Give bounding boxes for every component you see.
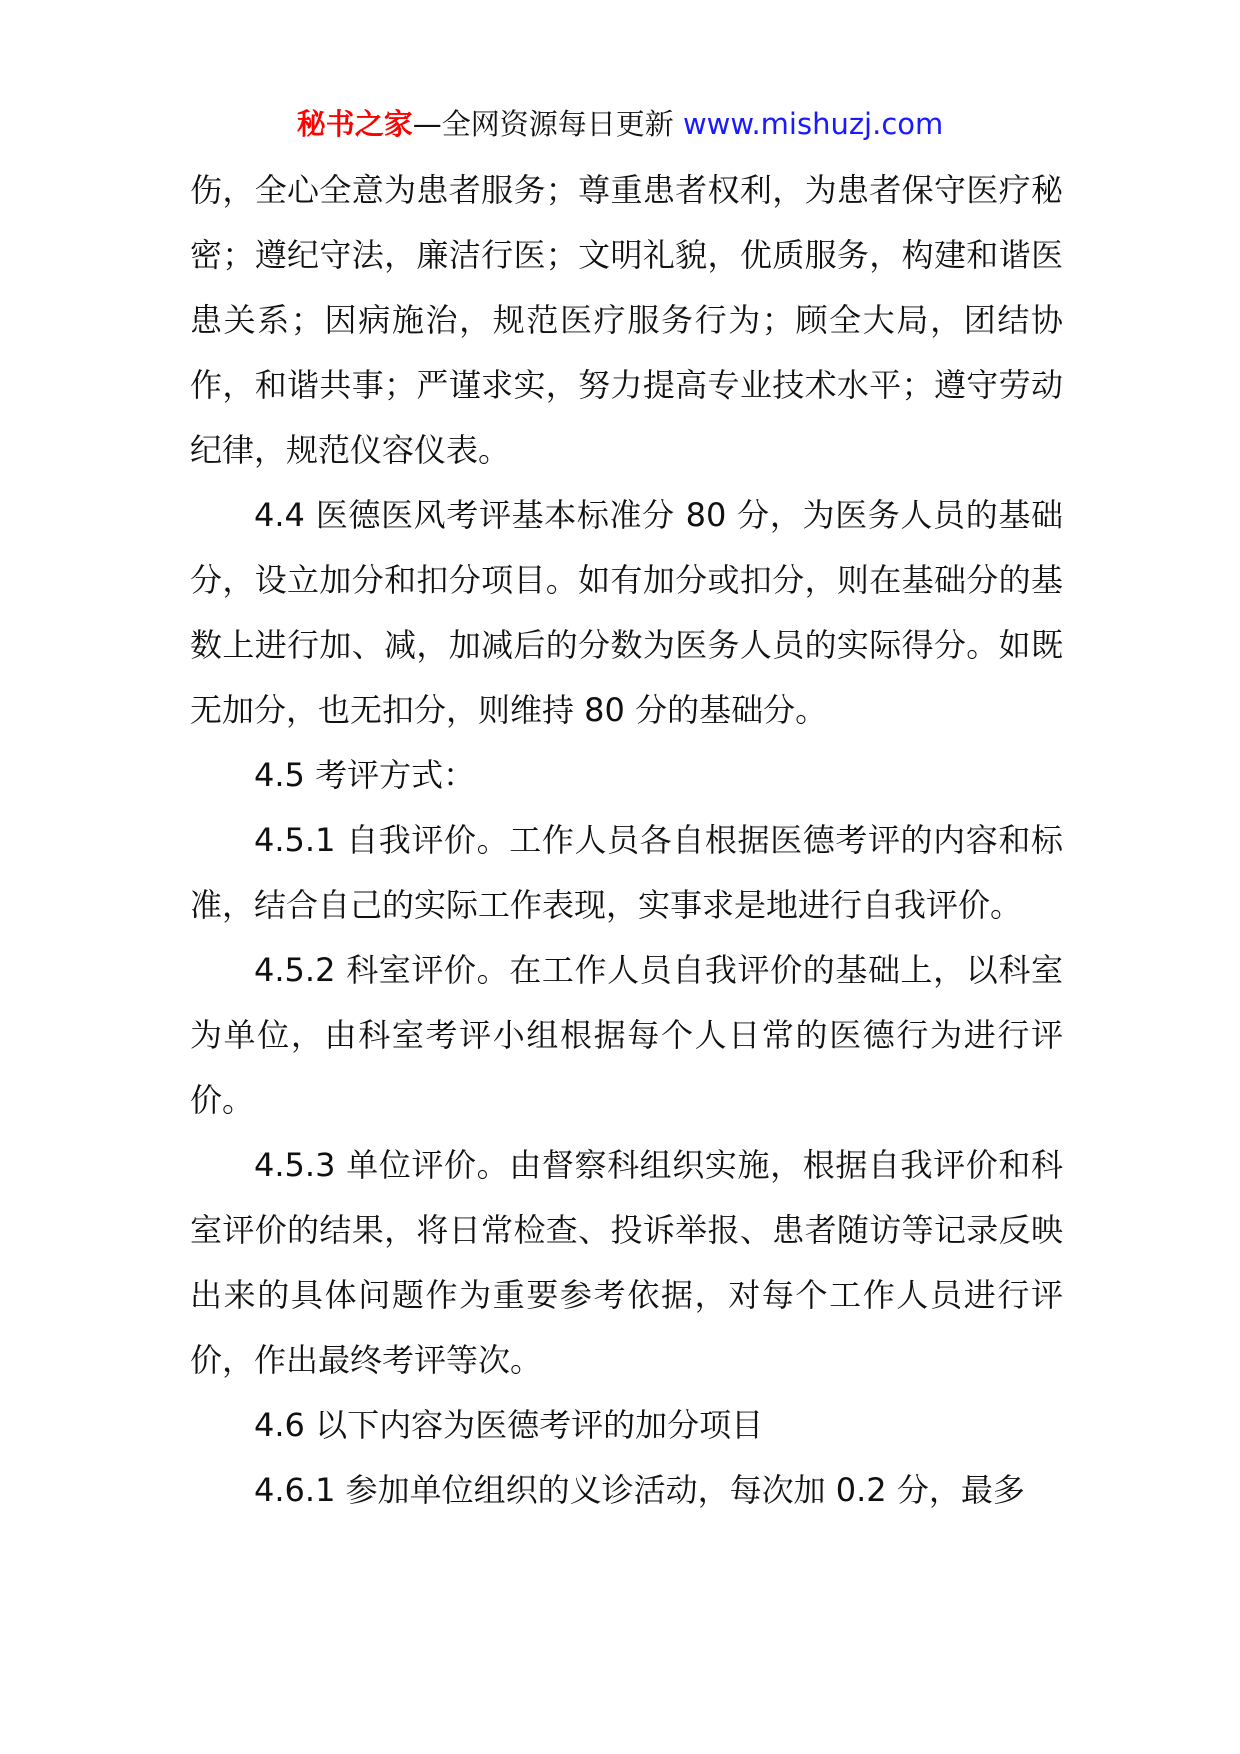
paragraph-4-5-2: 4.5.2 科室评价。在工作人员自我评价的基础上，以科室为单位，由科室考评小组根据每个人日常的医德行为进行评价。 [190,951,1063,1119]
site-url-link[interactable]: www.mishuzj.com [682,107,944,141]
page-header [0,104,1240,144]
paragraph-4-6-1: 4.6.1 参加单位组织的义诊活动，每次加 0.2 分，最多 [254,1471,1025,1509]
brand-name: 秘书之家 [296,107,413,141]
paragraph-4-5: 4.5 考评方式： [254,756,476,794]
paragraph-4-5-3: 4.5.3 单位评价。由督察科组织实施，根据自我评价和科室评价的结果，将日常检查、投诉举报、患者随访等记录反映出来的具体问题作为重要参考依据，对每个工作人员进行评价，作出最终考评等次。 [190,1146,1063,1379]
paragraph-4-6: 4.6 以下内容为医德考评的加分项目 [254,1406,764,1444]
paragraph-continuation: 伤，全心全意为患者服务；尊重患者权利，为患者保守医疗秘密；遵纪守法，廉洁行医；文明礼貌，优质服务，构建和谐医患关系；因病施治，规范医疗服务行为；顾全大局，团结协作，和谐共事；严谨求实，努力提高专业技术水平；遵守劳动纪律，规范仪容仪表。 [190,171,1063,469]
paragraph-4-5-1: 4.5.1 自我评价。工作人员各自根据医德考评的内容和标准，结合自己的实际工作表现，实事求是地进行自我评价。 [190,821,1063,924]
header-slogan: —全网资源每日更新 [412,107,683,141]
document-body [190,158,1063,1523]
paragraph-4-4: 4.4 医德医风考评基本标准分 80 分，为医务人员的基础分，设立加分和扣分项目。如有加分或扣分，则在基础分的基数上进行加、减，加减后的分数为医务人员的实际得分。如既无加分，也无扣分，则维持 80 分的基础分。 [190,496,1063,729]
